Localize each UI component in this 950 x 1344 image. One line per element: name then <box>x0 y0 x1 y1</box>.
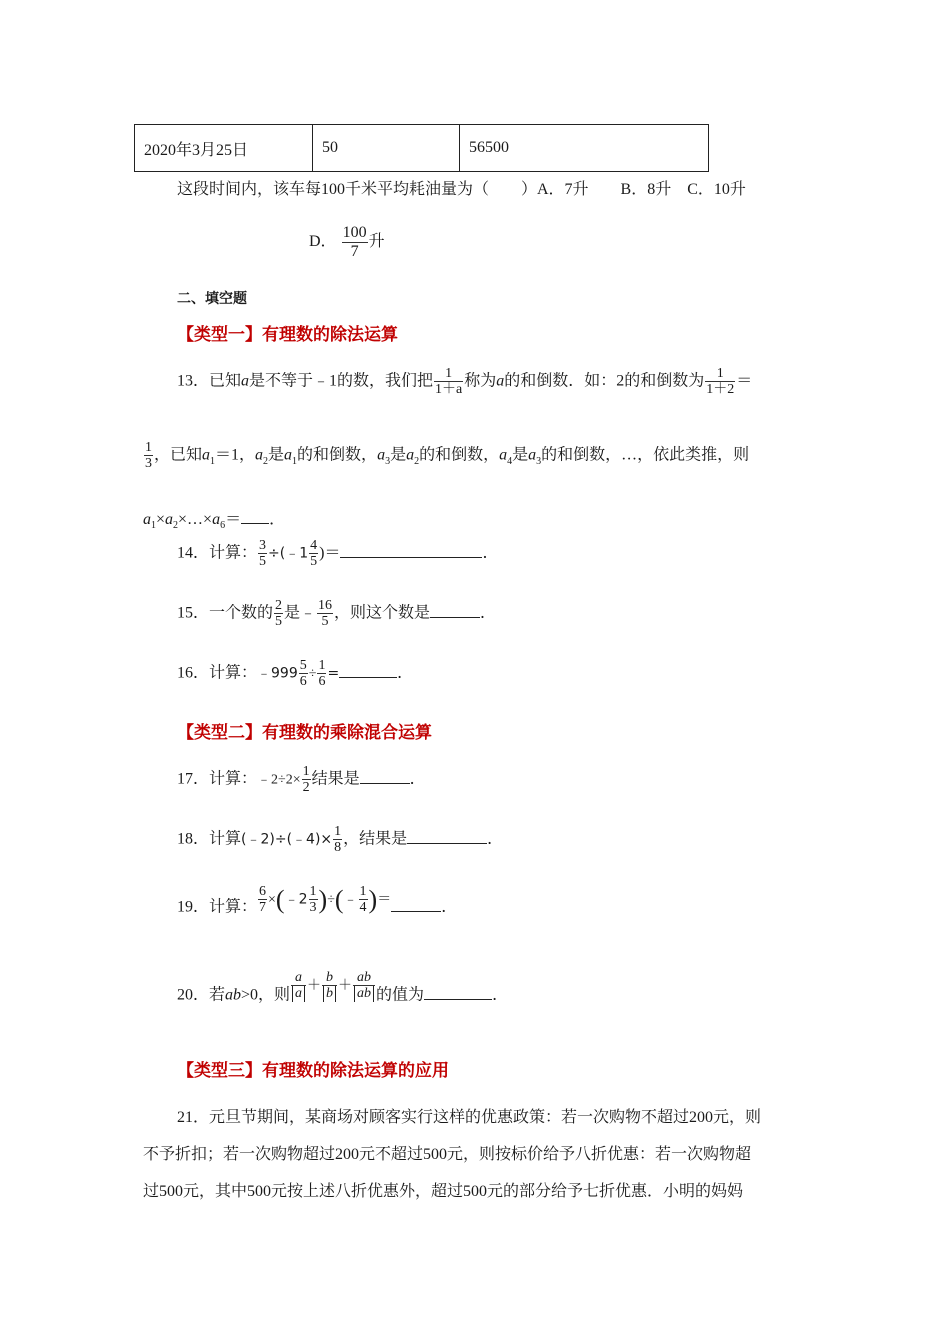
answer-blank[interactable] <box>241 509 269 524</box>
q19-text: ﹣ <box>343 891 358 908</box>
q19-paren: ) <box>368 884 378 914</box>
answer-blank[interactable] <box>424 985 492 1000</box>
q16-label: 16．计算： <box>177 664 258 682</box>
q19-text: ﹣2 <box>284 891 308 908</box>
fraction-denominator: 6 <box>299 674 307 690</box>
fraction-denominator: 5 <box>317 613 333 629</box>
question-14 <box>177 538 498 570</box>
q15-label: 15．一个数的 <box>177 604 274 622</box>
fraction-denominator: 5 <box>259 554 267 570</box>
type1-heading: 【类型一】有理数的除法运算 <box>177 325 398 345</box>
q16-text: ． <box>397 664 414 682</box>
fraction-numerator: 16 <box>318 598 333 613</box>
q17-text: 结果是 <box>311 770 360 788</box>
q13-text: 的和倒数， <box>297 446 378 464</box>
fraction-numerator: 1 <box>445 366 453 381</box>
q13-text: 是 <box>390 446 407 464</box>
q13-text: ＝1， <box>215 446 256 464</box>
q13-text: 的和倒数，…，依此类推，则 <box>541 446 750 464</box>
fraction-numerator: 6 <box>259 884 267 899</box>
q14-fraction <box>258 538 267 570</box>
subscript: 3 <box>385 455 391 467</box>
q13-fraction-a <box>434 366 463 398</box>
fraction-numerator: 1 <box>716 366 724 381</box>
q13-text: ，已知 <box>154 446 203 464</box>
fraction-denominator: 8 <box>334 840 342 856</box>
subscript: 1 <box>210 455 216 467</box>
q13-text: 是不等于﹣1的数，我们把 <box>249 372 434 390</box>
q13-text: ． <box>269 511 286 528</box>
q17-expression: ﹣2÷2× <box>257 772 301 788</box>
q16-text: = <box>327 665 340 682</box>
question-17 <box>177 764 426 796</box>
q16-operator: ÷ <box>308 666 317 682</box>
q13-text: 的和倒数， <box>419 446 500 464</box>
answer-blank[interactable] <box>360 769 410 784</box>
type3-heading: 【类型三】有理数的除法运算的应用 <box>177 1061 449 1081</box>
q18-text: ． <box>487 830 504 848</box>
question-21-line2: 不予折扣；若一次购物超过200元不超过500元，则按标价给予八折优惠：若一次购物超 <box>143 1146 752 1163</box>
q19-label: 19．计算： <box>177 898 258 916</box>
question-20 <box>177 970 508 1005</box>
fraction-denominator: 5 <box>275 614 283 630</box>
q18-expression: (﹣2)÷(﹣4)× <box>241 831 333 848</box>
section-heading: 二、填空题 <box>177 291 247 307</box>
fraction-numerator: 100 <box>342 224 367 241</box>
q15-text: ，则这个数是 <box>334 604 431 622</box>
q20-fraction <box>322 970 337 1002</box>
fraction-denominator <box>291 985 306 1001</box>
q13-text: ＝ <box>225 511 242 528</box>
q16-expression: ﹣999 <box>257 665 298 682</box>
q19-paren: ( <box>334 884 344 914</box>
fraction-denominator: 3 <box>309 900 317 916</box>
q19-text: ． <box>441 898 458 916</box>
var-a: a <box>165 511 174 528</box>
var-ab: ab <box>225 986 242 1004</box>
subscript: 1 <box>151 520 156 532</box>
q17-label: 17．计算： <box>177 770 258 788</box>
fraction-denominator: 7 <box>259 900 267 916</box>
question-13-line3: $a_1\times a_2\times\dots\times a_6=$ ． <box>143 511 286 532</box>
question-13-line2 <box>143 440 749 472</box>
q17-fraction <box>302 764 311 796</box>
fraction-numerator: 1 <box>145 440 152 455</box>
q20-text: ． <box>492 986 509 1004</box>
q19-fraction <box>359 884 368 916</box>
q19-operator: ÷ <box>327 892 335 908</box>
fraction-denominator: 7 <box>342 242 368 261</box>
var-a: a <box>143 511 151 528</box>
subscript: 2 <box>263 455 269 467</box>
absolute-value: b <box>323 986 336 1001</box>
q18-fraction <box>333 824 342 856</box>
q19-fraction <box>309 884 318 916</box>
q19-fraction <box>258 884 267 916</box>
fraction-denominator: 5 <box>310 554 318 570</box>
q19-paren: ) <box>318 884 328 914</box>
fraction-denominator <box>322 985 337 1001</box>
q14-text: )＝ <box>319 544 341 562</box>
question-13-line1 <box>177 366 752 398</box>
q14-label: 14．计算： <box>177 544 258 562</box>
q20-label: 20．若 <box>177 986 226 1004</box>
q20-fraction <box>353 970 375 1002</box>
fraction-denominator: 2 <box>302 780 310 796</box>
question-fuel-stem: 这段时间内，该车每100千米平均耗油量为（ ）A．7升 B．8升 C．10升 <box>177 181 746 198</box>
q13-text: 称为 <box>464 372 497 390</box>
q14-text: ． <box>482 544 499 562</box>
var-a: a <box>496 372 505 390</box>
fraction-numerator: 1 <box>302 764 310 779</box>
question-fuel-option-d <box>309 224 385 260</box>
q20-text: 的值为 <box>376 986 425 1004</box>
var-a: a <box>406 446 415 464</box>
answer-blank[interactable] <box>339 663 397 678</box>
q20-fraction <box>291 970 306 1002</box>
q15-fraction <box>274 598 283 630</box>
question-21-line1: 21．元旦节期间，某商场对顾客实行这样的优惠政策：若一次购物不超过200元，则 <box>177 1109 762 1126</box>
fraction-denominator: 4 <box>359 900 367 916</box>
question-16 <box>177 658 413 690</box>
q17-text: ． <box>409 770 426 788</box>
answer-blank[interactable] <box>407 829 487 844</box>
q14-operator: ÷(﹣1 <box>268 545 309 562</box>
q14-fraction <box>309 538 318 570</box>
var-a: a <box>499 446 508 464</box>
q16-fraction <box>299 658 308 690</box>
q13-fraction-2 <box>705 366 735 398</box>
fraction-numerator: 1 <box>309 884 317 899</box>
answer-blank[interactable] <box>391 897 441 912</box>
q13-fraction-third <box>144 440 153 472</box>
question-18 <box>177 824 503 856</box>
var-a: a <box>528 446 537 464</box>
fraction-numerator: 2 <box>275 598 283 613</box>
table-cell-date: 2020年3月25日 <box>135 125 313 172</box>
q20-text: >0，则 <box>241 986 291 1004</box>
answer-blank[interactable] <box>340 543 482 558</box>
fraction-numerator: a <box>295 970 303 985</box>
var-a: a <box>212 511 221 528</box>
fraction-numerator: b <box>326 970 334 985</box>
option-d-fraction <box>342 224 368 260</box>
q13-text: 13．已知 <box>177 372 242 390</box>
fraction-denominator <box>353 985 375 1001</box>
q15-fraction <box>317 598 333 630</box>
fraction-denominator: 1＋2 <box>706 382 735 398</box>
q19-operator: × <box>268 892 276 908</box>
question-19 <box>177 884 457 917</box>
q15-text: 是﹣ <box>284 604 317 622</box>
fraction-numerator: 5 <box>299 658 307 673</box>
fraction-denominator: 6 <box>318 674 326 690</box>
absolute-value: a <box>292 986 305 1001</box>
q13-text: ×…× <box>178 511 213 528</box>
q13-text: ＝ <box>736 372 753 390</box>
table-cell-fuel: 50 <box>313 125 460 172</box>
answer-blank[interactable] <box>430 603 480 618</box>
fraction-numerator: 3 <box>259 538 267 553</box>
q15-text: ． <box>480 604 497 622</box>
q13-text: 是 <box>512 446 529 464</box>
question-15 <box>177 598 496 630</box>
fraction-numerator: 1 <box>334 824 342 839</box>
fraction-numerator: 4 <box>310 538 318 553</box>
subscript: 3 <box>536 455 542 467</box>
subscript: 2 <box>173 520 179 532</box>
fraction-denominator: 3 <box>145 456 152 472</box>
q18-label: 18．计算 <box>177 830 242 848</box>
q13-text: 是 <box>268 446 285 464</box>
fuel-record-table <box>134 124 709 172</box>
var-a: a <box>284 446 293 464</box>
q16-fraction <box>317 658 326 690</box>
option-d-label: D． <box>309 232 337 250</box>
fraction-numerator: 1 <box>359 884 367 899</box>
fraction-denominator: 1＋a <box>435 382 463 398</box>
table-cell-odometer: 56500 <box>460 125 709 172</box>
absolute-value: ab <box>354 986 374 1001</box>
subscript: 4 <box>507 455 513 467</box>
q19-paren: ( <box>275 884 285 914</box>
option-d-unit: 升 <box>368 232 385 250</box>
type2-heading: 【类型二】有理数的乘除混合运算 <box>177 723 432 743</box>
question-21-line3: 过500元，其中500元按上述八折优惠外，超过500元的部分给予七折优惠．小明的妈妈 <box>143 1183 744 1200</box>
q20-operator: ＋ <box>307 978 322 994</box>
table-row <box>135 125 709 172</box>
q13-text: 的和倒数．如：2的和倒数为 <box>504 372 705 390</box>
subscript: 2 <box>414 455 420 467</box>
var-a: a <box>377 446 386 464</box>
fraction-numerator: ab <box>357 970 372 985</box>
q19-text: ＝ <box>377 892 392 908</box>
q18-text: ，结果是 <box>343 830 408 848</box>
var-a: a <box>241 372 250 390</box>
subscript: 1 <box>292 455 298 467</box>
var-a: a <box>202 446 211 464</box>
q20-operator: ＋ <box>338 978 353 994</box>
var-a: a <box>255 446 264 464</box>
subscript: 6 <box>220 520 226 532</box>
fraction-numerator: 1 <box>318 658 326 673</box>
